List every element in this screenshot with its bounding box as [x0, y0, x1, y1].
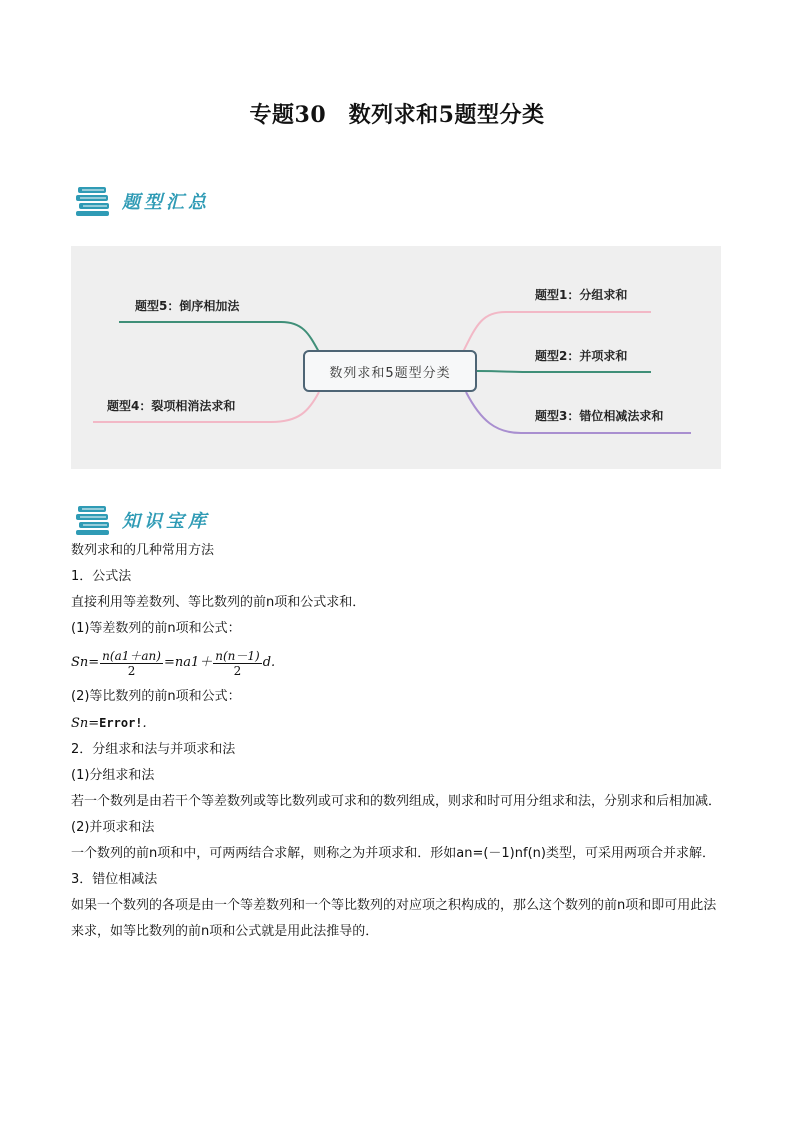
- formula-lhs: Sn=: [71, 655, 100, 670]
- section-heading: 题型汇总: [122, 192, 210, 213]
- method-1-sub-a: (1)等差数列的前n项和公式：: [71, 621, 241, 636]
- mindmap-diagram: [71, 246, 721, 469]
- method-1-text: 直接利用等差数列、等比数列的前n项和公式求和．: [71, 595, 366, 610]
- mindmap-branch-5: 题型5：倒序相加法: [135, 299, 240, 313]
- branch-line-2: [477, 371, 651, 372]
- section-header-knowledge: [74, 502, 210, 538]
- fraction-denominator: 2: [127, 663, 136, 678]
- method-2-sub-b: (2)并项求和法: [71, 820, 155, 835]
- formula-middle: =na1＋: [163, 655, 213, 670]
- fraction-numerator: n(n－1): [215, 648, 260, 663]
- fraction-denominator: 2: [233, 663, 242, 678]
- formula-tail: d.: [262, 655, 276, 670]
- intro-line: 数列求和的几种常用方法: [71, 543, 215, 558]
- formula-fraction-2: [213, 649, 261, 678]
- stacked-books-icon: [74, 504, 112, 536]
- method-2-sub-a-text: 若一个数列是由若干个等差数列或等比数列或可求和的数列组成，则求和时可用分组求和法，分别求和后相加减．: [71, 794, 722, 809]
- method-2-sub-b-text: 一个数列的前n项和中，可两两结合求解，则称之为并项求和．形如an=(－1)nf(n)类型，可采用两项合并求解．: [71, 846, 715, 861]
- mindmap-branch-4: 题型4：裂项相消法求和: [107, 399, 236, 413]
- knowledge-content: [71, 538, 723, 945]
- branch-line-5: [119, 322, 319, 352]
- method-3-text: 如果一个数列的各项是由一个等差数列和一个等比数列的对应项之积构成的，那么这个数列的前n项和即可用此法来求，如等比数列的前n项和公式就是用此法推导的．: [71, 898, 717, 939]
- section-header-summary: [74, 183, 210, 219]
- formula-error-text: Error!: [99, 716, 143, 730]
- method-3-title: 3．错位相减法: [71, 872, 158, 887]
- mindmap-branch-3: 题型3：错位相减法求和: [535, 409, 664, 423]
- method-1-sub-b: (2)等比数列的前n项和公式：: [71, 689, 241, 704]
- mindmap-center-node: 数列求和5题型分类: [303, 350, 477, 392]
- formula-lhs: Sn=: [71, 716, 100, 731]
- arithmetic-sum-formula: [71, 642, 723, 684]
- formula-tail: .: [142, 716, 147, 731]
- fraction-numerator: n(a1＋an): [102, 648, 161, 663]
- page-title: 专题30 数列求和5题型分类: [249, 102, 545, 128]
- section-heading: 知识宝库: [122, 511, 210, 532]
- method-2-sub-a: (1)分组求和法: [71, 768, 155, 783]
- method-2-title: 2．分组求和法与并项求和法: [71, 742, 236, 757]
- mindmap-branch-2: 题型2：并项求和: [535, 349, 628, 363]
- method-1-title: 1．公式法: [71, 569, 132, 584]
- formula-fraction-1: [100, 649, 163, 678]
- mindmap-branch-1: 题型1：分组求和: [535, 288, 628, 302]
- stacked-books-icon: [74, 185, 112, 217]
- geometric-sum-formula: [71, 710, 723, 737]
